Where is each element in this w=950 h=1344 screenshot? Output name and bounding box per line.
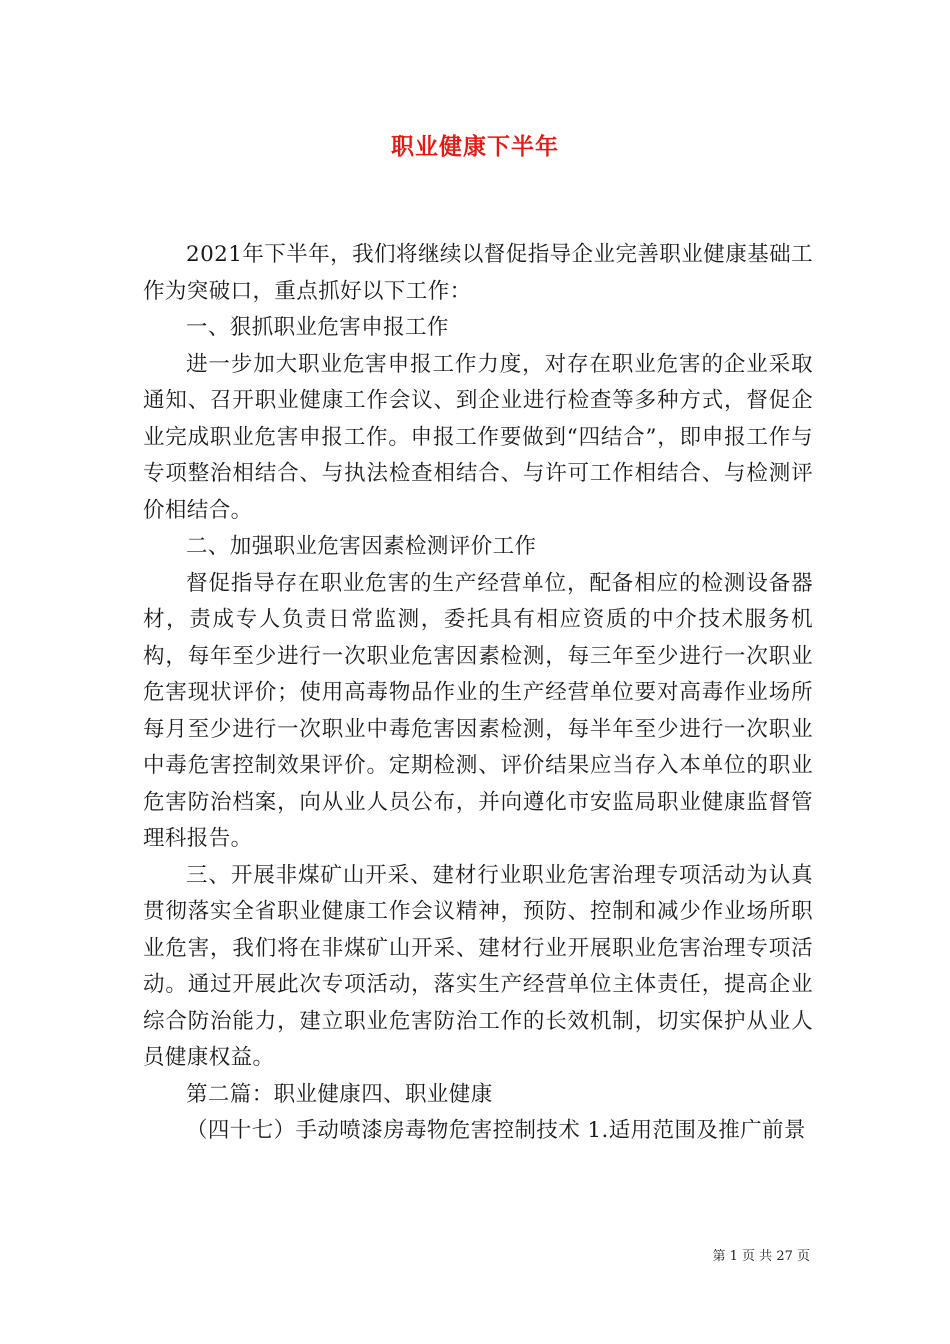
paragraph-intro: 2021年下半年，我们将继续以督促指导企业完善职业健康基础工作为突破口，重点抓好以下工作：: [143, 242, 813, 304]
document-title: 职业健康下半年: [391, 134, 559, 160]
document-body: [143, 237, 813, 1150]
paragraph-chapter-2-intro: （四十七）手动喷漆房毒物危害控制技术 1.适用范围及推广前景: [186, 1118, 806, 1143]
page-number: 第 1 页 共 27 页: [712, 1249, 810, 1264]
paragraph-section-1: 进一步加大职业危害申报工作力度，对存在职业危害的企业采取通知、召开职业健康工作会议、到企业进行检查等多种方式，督促企业完成职业危害申报工作。申报工作要做到“四结合”，即申报工作与专项整治相结合、与执法检查相结合、与许可工作相结合、与检测评价相结合。: [143, 351, 813, 523]
paragraph-section-3: 三、开展非煤矿山开采、建材行业职业危害治理专项活动为认真贯彻落实全省职业健康工作会议精神，预防、控制和减少作业场所职业危害，我们将在非煤矿山开采、建材行业开展职业危害治理专项活动。通过开展此次专项活动，落实生产经营单位主体责任，提高企业综合防治能力，建立职业危害防治工作的长效机制，切实保护从业人员健康权益。: [143, 862, 813, 1070]
chapter-heading-2: 第二篇：职业健康四、职业健康: [186, 1081, 493, 1107]
section-heading-1: 一、狠抓职业危害申报工作: [186, 315, 449, 340]
paragraph-section-2: 督促指导存在职业危害的生产经营单位，配备相应的检测设备器材，责成专人负责日常监测，委托具有相应资质的中介技术服务机构，每年至少进行一次职业危害因素检测，每三年至少进行一次职业危害现状评价；使用高毒物品作业的生产经营单位要对高毒作业场所每月至少进行一次职业中毒危害因素检测，每半年至少进行一次职业中毒危害控制效果评价。定期检测、评价结果应当存入本单位的职业危害防治档案，向从业人员公布，并向遵化市安监局职业健康监督管理科报告。: [143, 570, 813, 851]
section-heading-2: 二、加强职业危害因素检测评价工作: [186, 534, 537, 559]
